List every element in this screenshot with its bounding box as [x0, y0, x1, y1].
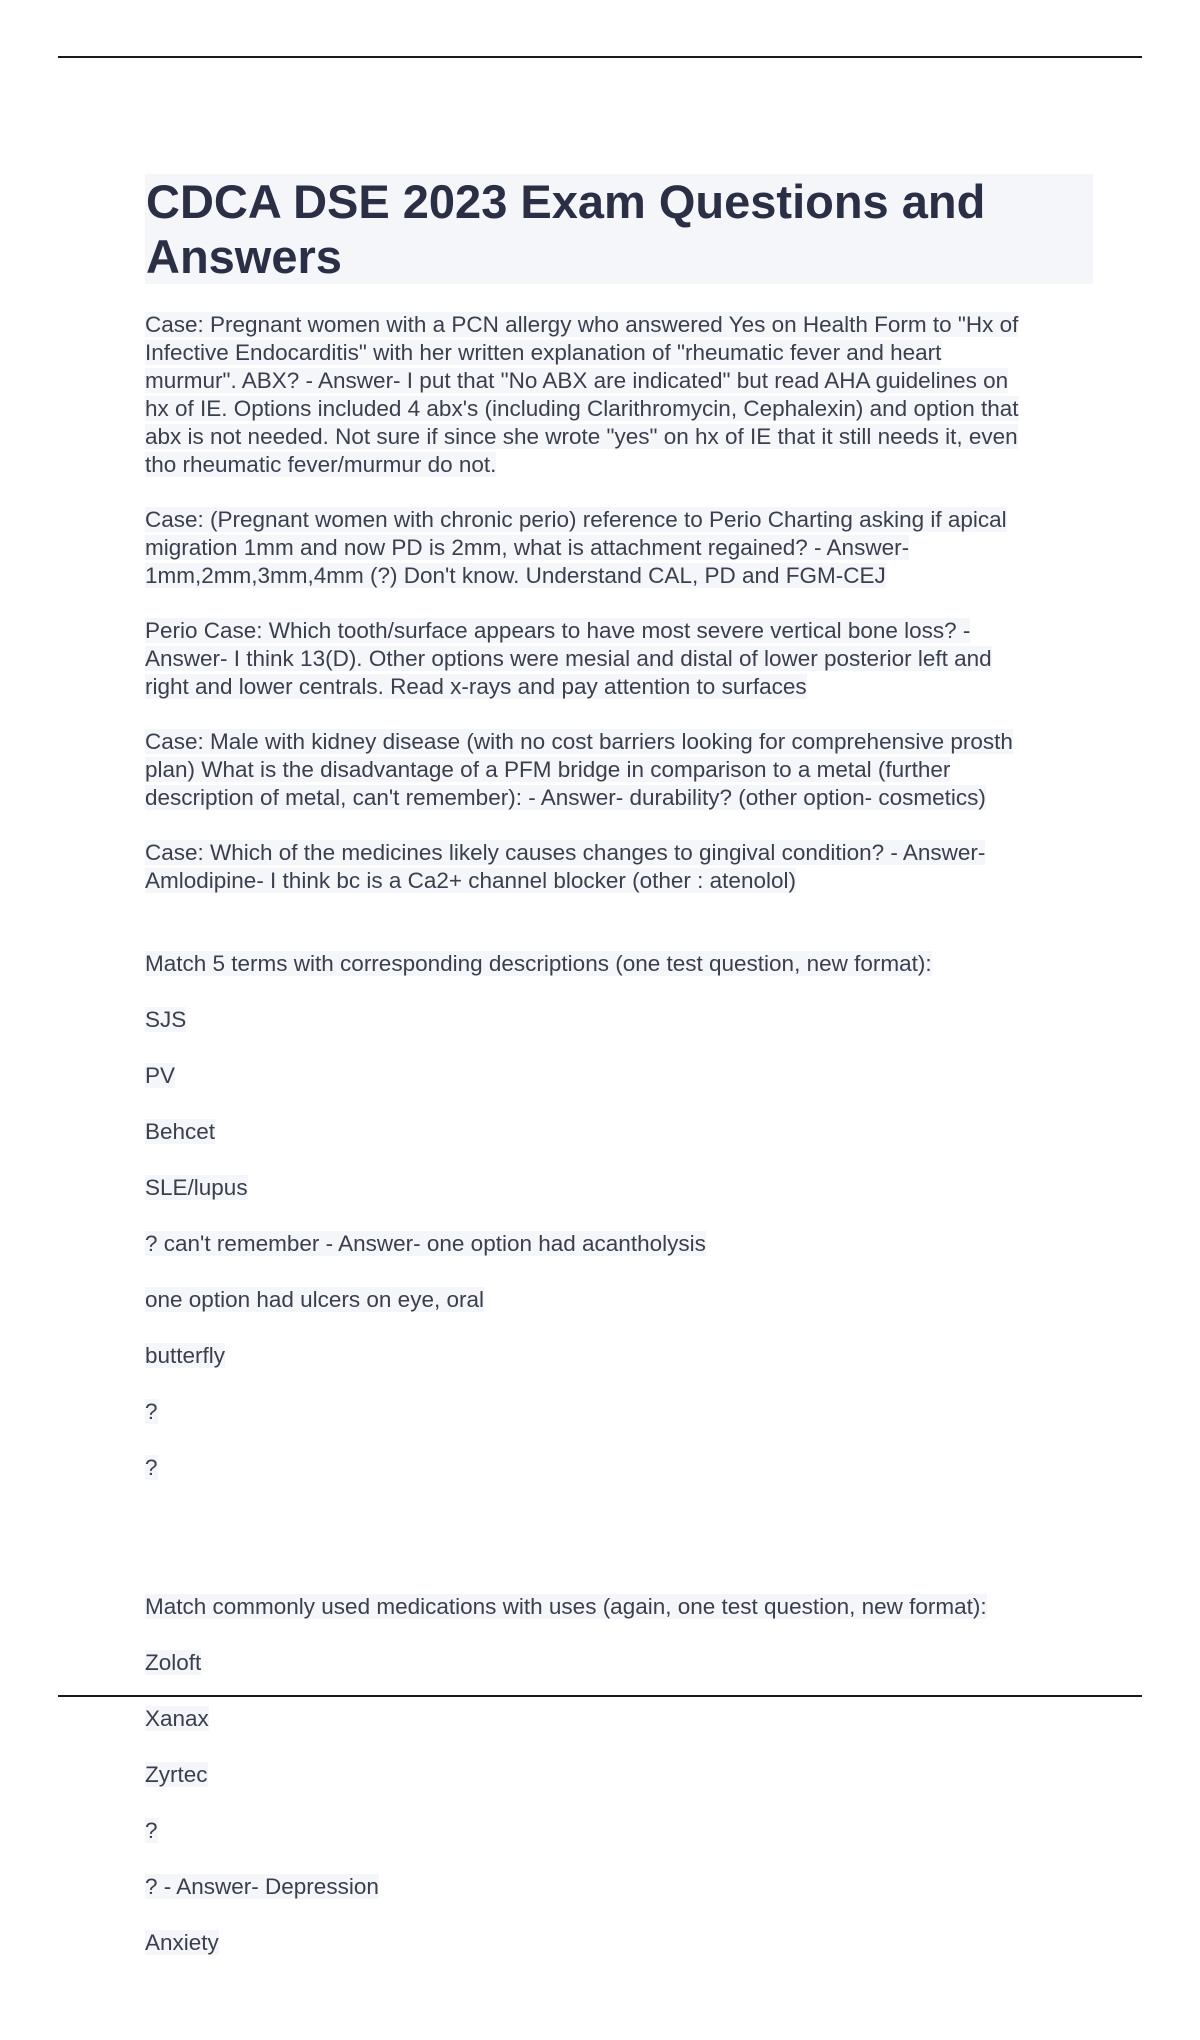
qa-text: Case: (Pregnant women with chronic perio) reference to Perio Charting asking if apical migration 1mm and now PD is 2mm, what is attachment regained? - Answer- 1mm,2mm,3mm,4mm (?) Don't know. Understand CAL, PD and FGM-CEJ: [145, 507, 1007, 588]
list-item: Zyrtec: [145, 1762, 208, 1787]
list-item: SLE/lupus: [145, 1175, 248, 1200]
qa-paragraph-1: [145, 311, 1095, 479]
qa-text: Case: Pregnant women with a PCN allergy who answered Yes on Health Form to "Hx of Infective Endocarditis" with her written explanation of "rheumatic fever and heart murmur". ABX? - Answer- I put that "No ABX are indicated" but read AHA guidelines on hx of IE. Options included 4 abx's (including Clarithromycin, Cephalexin) and option that abx is not needed. Not sure if since she wrote "yes" on hx of IE that it still needs it, even tho rheumatic fever/murmur do not.: [145, 312, 1019, 477]
qa-paragraph-3: [145, 617, 1095, 701]
list-item: Behcet: [145, 1119, 216, 1144]
match-meds-block: [145, 1565, 1095, 2013]
document-title: CDCA DSE 2023 Exam Questions and Answers: [146, 175, 986, 283]
match-terms-block: [145, 922, 1095, 1538]
list-item: Zoloft: [145, 1650, 202, 1675]
list-item: butterfly: [145, 1343, 226, 1368]
bottom-rule: [58, 1695, 1142, 1697]
qa-paragraph-2: [145, 506, 1095, 590]
list-item: one option had ulcers on eye, oral: [145, 1287, 484, 1312]
qa-text: Case: Male with kidney disease (with no cost barriers looking for comprehensive prosth plan) What is the disadvantage of a PFM bridge in comparison to a metal (further description of metal, can't remember): - Answer- durability? (other option- cosmetics): [145, 729, 1013, 810]
match-meds-intro: Match commonly used medications with uses (again, one test question, new format):: [145, 1594, 987, 1619]
list-item: ?: [145, 1399, 158, 1424]
match-meds-list: [145, 1621, 1095, 1985]
match-terms-list: [145, 978, 1095, 1510]
qa-text: Case: Which of the medicines likely causes changes to gingival condition? - Answer- Amlodipine- I think bc is a Ca2+ channel blocker (other : atenolol): [145, 840, 986, 893]
list-item: ? can't remember - Answer- one option had acantholysis: [145, 1231, 706, 1256]
document-body: [145, 311, 1095, 2040]
qa-paragraph-4: [145, 728, 1095, 812]
list-item: ?: [145, 1455, 158, 1480]
qa-paragraph-5: [145, 839, 1095, 895]
qa-text: Perio Case: Which tooth/surface appears to have most severe vertical bone loss? - Answer- I think 13(D). Other options were mesial and distal of lower posterior left and right and lower centrals. Read x-rays and pay attention to surfaces: [145, 618, 992, 699]
list-item: ?: [145, 1818, 158, 1843]
list-item: PV: [145, 1063, 176, 1088]
list-item: Xanax: [145, 1706, 209, 1731]
top-rule: [58, 56, 1142, 58]
list-item: Anxiety: [145, 1930, 219, 1955]
list-item: SJS: [145, 1007, 187, 1032]
match-terms-intro: Match 5 terms with corresponding descriptions (one test question, new format):: [145, 951, 932, 976]
list-item: ? - Answer- Depression: [145, 1874, 379, 1899]
